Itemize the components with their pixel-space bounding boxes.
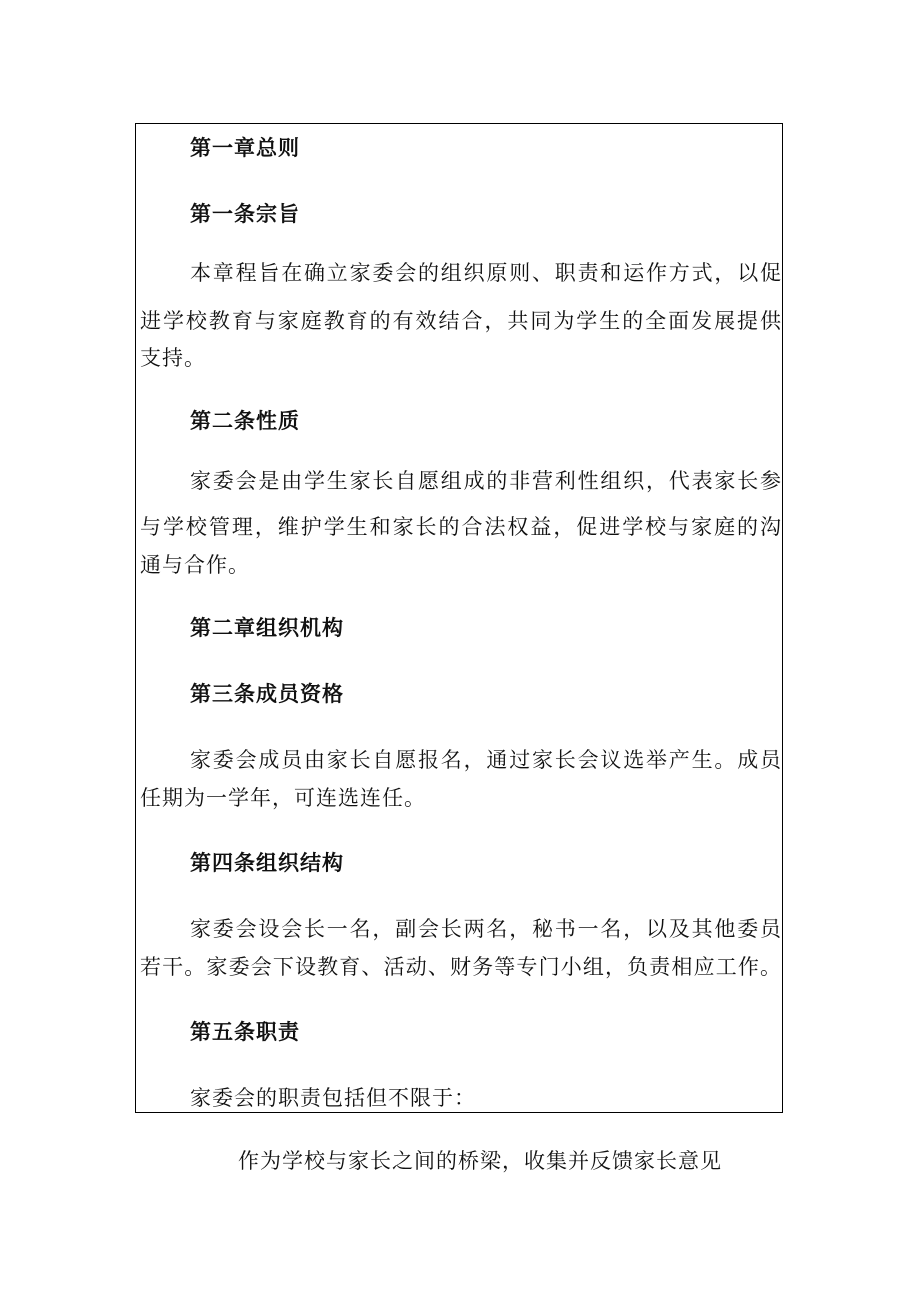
article-2-line-1: 家委会是由学生家长自愿组成的非营利性组织，代表家长参 [190, 469, 782, 493]
article-1-line-1: 本章程旨在确立家委会的组织原则、职责和运作方式，以促 [190, 261, 782, 285]
chapter-2-title: 第二章组织机构 [190, 616, 344, 640]
article-2-line-2: 与学校管理，维护学生和家长的合法权益，促进学校与家庭的沟 [140, 515, 782, 539]
article-4-title: 第四条组织结构 [190, 851, 344, 875]
continuation-line: 作为学校与家长之间的桥梁，收集并反馈家长意见 [238, 1149, 722, 1173]
article-4-line-1: 家委会设会长一名，副会长两名，秘书一名，以及其他委员 [190, 917, 782, 941]
article-1-line-3: 支持。 [140, 346, 206, 370]
article-2-line-3: 通与合作。 [140, 553, 250, 577]
article-3-line-1: 家委会成员由家长自愿报名，通过家长会议选举产生。成员 [190, 748, 782, 772]
article-4-line-2: 若干。家委会下设教育、活动、财务等专门小组，负责相应工作。 [140, 955, 782, 979]
article-3-line-2: 任期为一学年，可连选连任。 [140, 786, 426, 810]
article-2-title: 第二条性质 [190, 409, 300, 433]
article-1-title: 第一条宗旨 [190, 202, 300, 226]
chapter-1-title: 第一章总则 [190, 136, 300, 160]
article-5-title: 第五条职责 [190, 1020, 300, 1044]
article-5-line-1: 家委会的职责包括但不限于： [190, 1086, 476, 1110]
article-3-title: 第三条成员资格 [190, 682, 344, 706]
article-1-line-2: 进学校教育与家庭教育的有效结合，共同为学生的全面发展提供 [140, 309, 782, 333]
